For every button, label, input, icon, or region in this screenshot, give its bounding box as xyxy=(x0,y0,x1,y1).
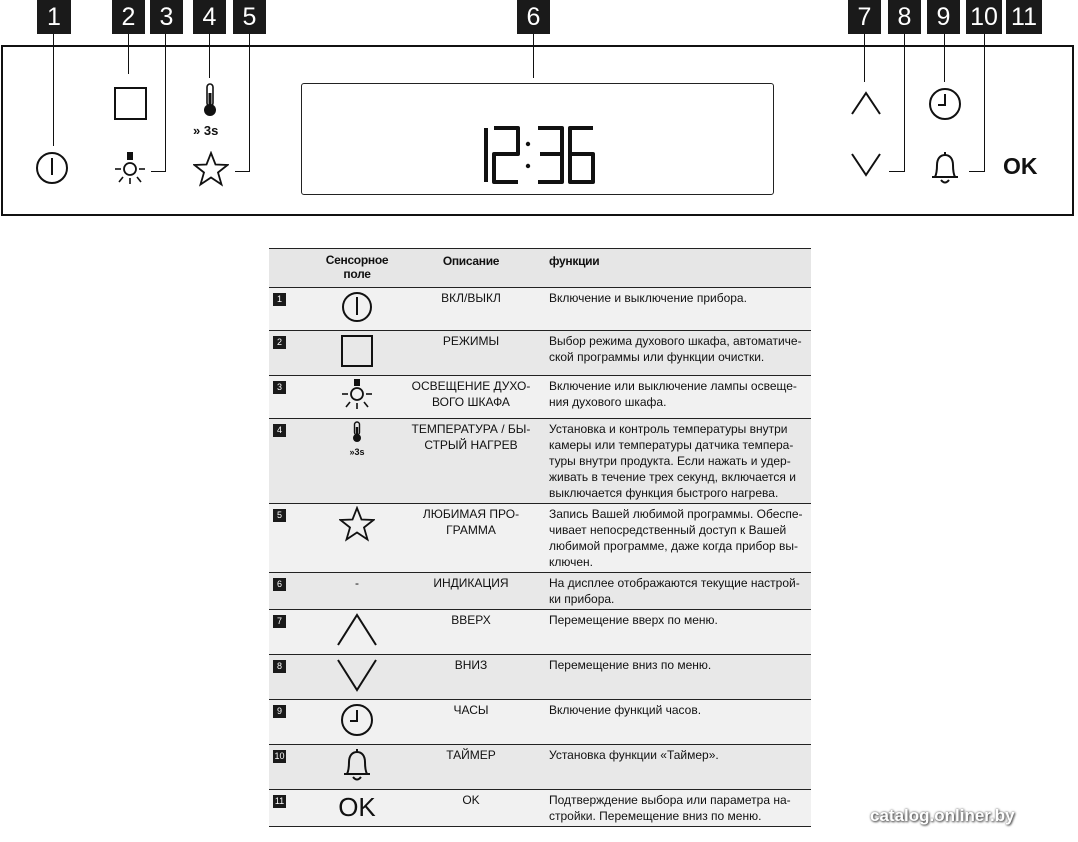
clock-icon[interactable] xyxy=(927,86,963,122)
callout-2: 2 xyxy=(112,0,145,34)
lamp-icon xyxy=(339,378,375,416)
row-number-badge: 8 xyxy=(273,660,286,673)
row-name-cell: ВВЕРХ xyxy=(397,610,545,655)
modes-square-icon[interactable] xyxy=(113,86,148,121)
row-description-cell: Включение и выключение прибора. xyxy=(545,288,811,331)
square-icon xyxy=(339,333,375,373)
row-number-cell xyxy=(269,419,317,504)
row-name-cell: РЕЖИМЫ xyxy=(397,331,545,376)
display-time-readout xyxy=(460,122,620,188)
lamp-icon[interactable] xyxy=(112,151,148,187)
row-description-cell: Перемещение вверх по меню. xyxy=(545,610,811,655)
row-description-cell: Включение или выключение лампы освеще-ния духового шкафа. xyxy=(545,376,811,419)
row-symbol-cell xyxy=(317,331,397,376)
callout-1: 1 xyxy=(37,0,71,34)
row-number-badge: 1 xyxy=(273,293,286,306)
callout-3: 3 xyxy=(150,0,183,34)
row-symbol-cell xyxy=(317,288,397,331)
row-number-cell xyxy=(269,376,317,419)
table-row xyxy=(269,745,811,790)
function-table xyxy=(269,248,811,827)
row-number-cell xyxy=(269,504,317,573)
row-number-badge: 9 xyxy=(273,705,286,718)
thermometer-icon xyxy=(350,421,364,447)
row-symbol-cell xyxy=(317,790,397,827)
row-description-cell: Подтверждение выбора или параметра на-стройки. Перемещение вниз по меню. xyxy=(545,790,811,827)
callout-10: 10 xyxy=(966,0,1002,34)
callout-9: 9 xyxy=(927,0,960,34)
row-name-cell: OK xyxy=(397,790,545,827)
row-symbol-cell xyxy=(317,376,397,419)
header-empty xyxy=(269,249,317,288)
row-number-cell xyxy=(269,610,317,655)
row-number-badge: 3 xyxy=(273,381,286,394)
callout-11: 11 xyxy=(1006,0,1042,34)
row-symbol-cell xyxy=(317,610,397,655)
row-symbol-cell xyxy=(317,573,397,610)
leader-line-4 xyxy=(209,34,210,78)
callout-5: 5 xyxy=(233,0,266,34)
table-header-row xyxy=(269,249,811,288)
row-number-badge: 4 xyxy=(273,424,286,437)
row-description-cell: Установка и контроль температуры внутри камеры или температуры датчика темпера-туры внутри продукта. Если нажать и удер-живать в течение трех секунд, включается и выключается функция быстрого нагрева. xyxy=(545,419,811,504)
row-symbol-cell xyxy=(317,700,397,745)
row-name-cell: ВКЛ/ВЫКЛ xyxy=(397,288,545,331)
callout-7: 7 xyxy=(848,0,881,34)
bell-icon[interactable] xyxy=(928,150,962,186)
up-arrow-icon[interactable] xyxy=(849,89,883,117)
row-number-badge: 10 xyxy=(274,751,285,761)
leader-line-9 xyxy=(944,34,945,82)
leader-line-1 xyxy=(53,34,54,146)
row-symbol-cell xyxy=(317,745,397,790)
table-row xyxy=(269,376,811,419)
table-row xyxy=(269,573,811,610)
table-row xyxy=(269,288,811,331)
power-icon xyxy=(340,290,374,328)
row-description-cell: Установка функции «Таймер». xyxy=(545,745,811,790)
power-icon[interactable] xyxy=(35,151,69,185)
row-number-cell xyxy=(269,790,317,827)
row-number-cell xyxy=(269,655,317,700)
leader-line-2 xyxy=(128,34,129,74)
row-name-cell: ТАЙМЕР xyxy=(397,745,545,790)
row-number-cell xyxy=(269,331,317,376)
fast-heat-label: » 3s xyxy=(193,123,219,138)
row-description-cell: Включение функций часов. xyxy=(545,700,811,745)
leader-line-6 xyxy=(533,34,534,78)
row-number-badge: 6 xyxy=(273,578,286,591)
down-arrow-icon[interactable] xyxy=(849,151,883,179)
header-functions: функции xyxy=(545,249,811,288)
callout-8: 8 xyxy=(888,0,921,34)
up-icon xyxy=(335,612,379,652)
row-description-cell: На дисплее отображаются текущие настрой-ки прибора. xyxy=(545,573,811,610)
symbol-text: - xyxy=(355,576,359,590)
table-row xyxy=(269,331,811,376)
row-symbol-cell xyxy=(317,504,397,573)
row-name-cell: ИНДИКАЦИЯ xyxy=(397,573,545,610)
row-description-cell: Перемещение вниз по меню. xyxy=(545,655,811,700)
callout-4: 4 xyxy=(193,0,226,34)
thermometer-icon[interactable] xyxy=(201,83,219,119)
row-number-cell xyxy=(269,288,317,331)
leader-line-5 xyxy=(235,34,250,172)
row-description-cell: Выбор режима духового шкафа, автоматиче-ской программы или функции очистки. xyxy=(545,331,811,376)
row-number-badge: 2 xyxy=(273,336,286,349)
bell-icon xyxy=(340,747,374,787)
row-name-cell: ЛЮБИМАЯ ПРО-ГРАММА xyxy=(397,504,545,573)
ok-button[interactable]: OK xyxy=(1003,153,1038,179)
leader-line-10 xyxy=(969,34,985,172)
leader-line-3 xyxy=(151,34,166,172)
clock-icon xyxy=(339,702,375,742)
row-name-cell: ВНИЗ xyxy=(397,655,545,700)
table-row xyxy=(269,610,811,655)
header-description: Описание xyxy=(397,249,545,288)
star-icon[interactable] xyxy=(193,151,229,187)
row-number-badge: 11 xyxy=(274,796,285,806)
table-row xyxy=(269,700,811,745)
table-row xyxy=(269,419,811,504)
row-number-cell xyxy=(269,745,317,790)
row-number-cell xyxy=(269,573,317,610)
row-symbol-cell xyxy=(317,655,397,700)
symbol-text: »3s xyxy=(349,447,365,457)
row-name-cell: ТЕМПЕРАТУРА / БЫ-СТРЫЙ НАГРЕВ xyxy=(397,419,545,504)
table-row xyxy=(269,504,811,573)
row-number-badge: 7 xyxy=(273,615,286,628)
header-sensor-field: Сенсорное поле xyxy=(317,249,397,288)
table-row xyxy=(269,655,811,700)
table-row xyxy=(269,790,811,827)
leader-line-7 xyxy=(864,34,865,82)
star-icon xyxy=(339,506,375,546)
row-number-cell xyxy=(269,700,317,745)
watermark: catalog.onliner.by xyxy=(870,806,1015,825)
row-description-cell: Запись Вашей любимой программы. Обеспе-чивает непосредственный доступ к Вашей любимой программе, даже когда прибор вы-ключен. xyxy=(545,504,811,573)
ok-icon: OK xyxy=(338,792,376,822)
row-name-cell: ЧАСЫ xyxy=(397,700,545,745)
callout-6: 6 xyxy=(517,0,550,34)
leader-line-8 xyxy=(889,34,905,172)
row-symbol-cell xyxy=(317,419,397,504)
row-number-badge: 5 xyxy=(273,509,286,522)
row-name-cell: ОСВЕЩЕНИЕ ДУХО-ВОГО ШКАФА xyxy=(397,376,545,419)
down-icon xyxy=(335,657,379,697)
